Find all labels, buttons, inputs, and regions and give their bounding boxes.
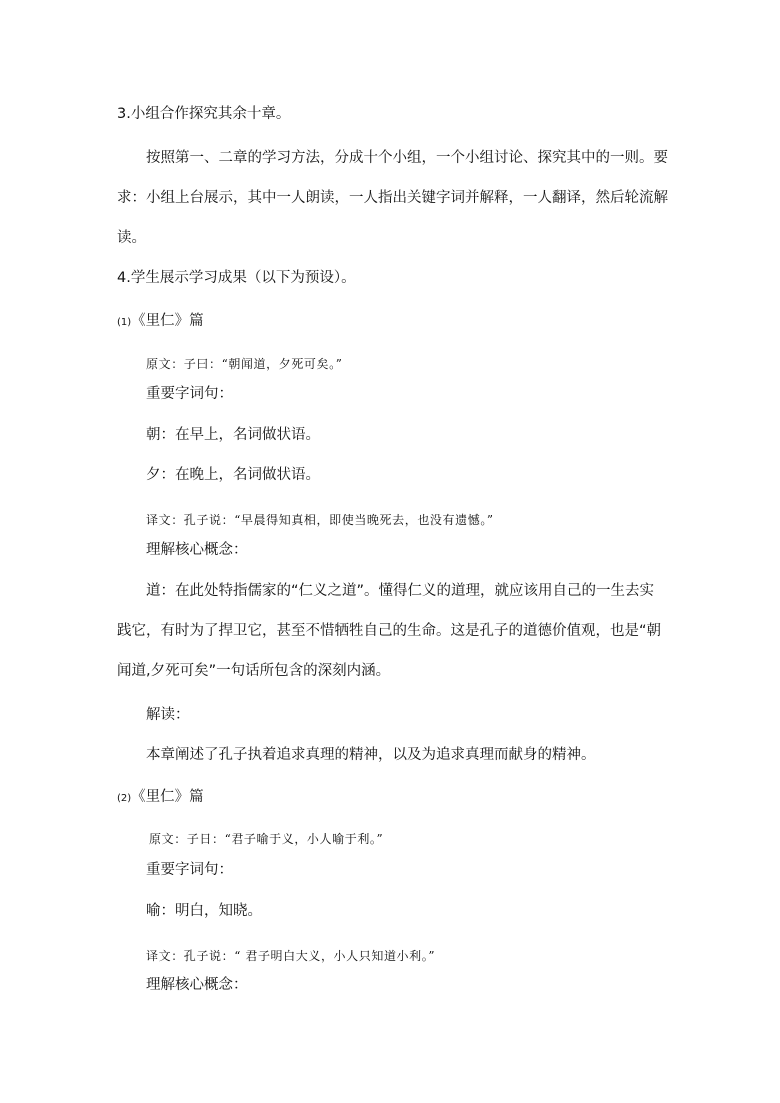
section-1-concept-line-2: 践它，有时为了捍卫它，甚至不惜牺牲自己的生命。这是孔子的道德价值观，也是“朝 [117,623,662,639]
section-2-translation: 译文：孔子说：“ 君子明白大义，小人只知道小利。” [146,949,436,963]
step-3-heading: 3.小组合作探究其余十章。 [117,106,291,122]
section-2-key-word-1: 喻：明白，知晓。 [146,903,262,919]
section-1-concept-line-3: 闻道,夕死可矣”一句话所包含的深刻内涵。 [117,663,391,679]
section-1-heading [117,311,204,333]
section-2-original-text: 原文：子日：“君子喻于义，小人喻于利。” [149,832,384,846]
section-1-concept-line-1: 道：在此处特指儒家的“仁义之道”。懂得仁义的道理，就应该用自己的一生去实 [146,583,655,599]
section-1-interpretation: 本章阐述了孔子执着追求真理的精神，以及为追求真理而献身的精神。 [146,747,596,763]
section-2-marker: (2) [117,793,132,804]
section-1-concept-label: 理解核心概念： [146,542,248,558]
step-3-description-line-2: 求：小组上台展示，其中一人朗读，一人指出关键字词并解释，一人翻译，然后轮流解 [117,190,668,206]
section-1-key-word-2: 夕：在晚上，名词做状语。 [146,467,320,483]
section-1-original-text: 原文：子曰：“朝闻道，夕死可矣。” [146,357,343,371]
section-1-interpretation-label: 解读： [146,707,190,723]
section-2-concept-label: 理解核心概念： [146,977,248,993]
step-3-description-line-3: 读。 [117,230,146,246]
section-1-translation: 译文：孔子说：“早晨得知真相，即使当晚死去，也没有遗憾。” [146,513,494,527]
section-2-heading [117,787,204,809]
step-3-description-line-1: 按照第一、二章的学习方法，分成十个小组，一个小组讨论、探究其中的一则。要 [146,150,668,166]
section-1-key-words-label: 重要字词句： [146,386,233,402]
section-2-title: 《里仁》篇 [131,789,204,805]
section-1-key-word-1: 朝：在早上，名词做状语。 [146,427,320,443]
section-1-title: 《里仁》篇 [131,313,204,329]
section-2-key-words-label: 重要字词句： [146,862,233,878]
section-1-marker: (1) [117,317,132,328]
step-4-heading: 4.学生展示学习成果（以下为预设）。 [117,270,356,286]
